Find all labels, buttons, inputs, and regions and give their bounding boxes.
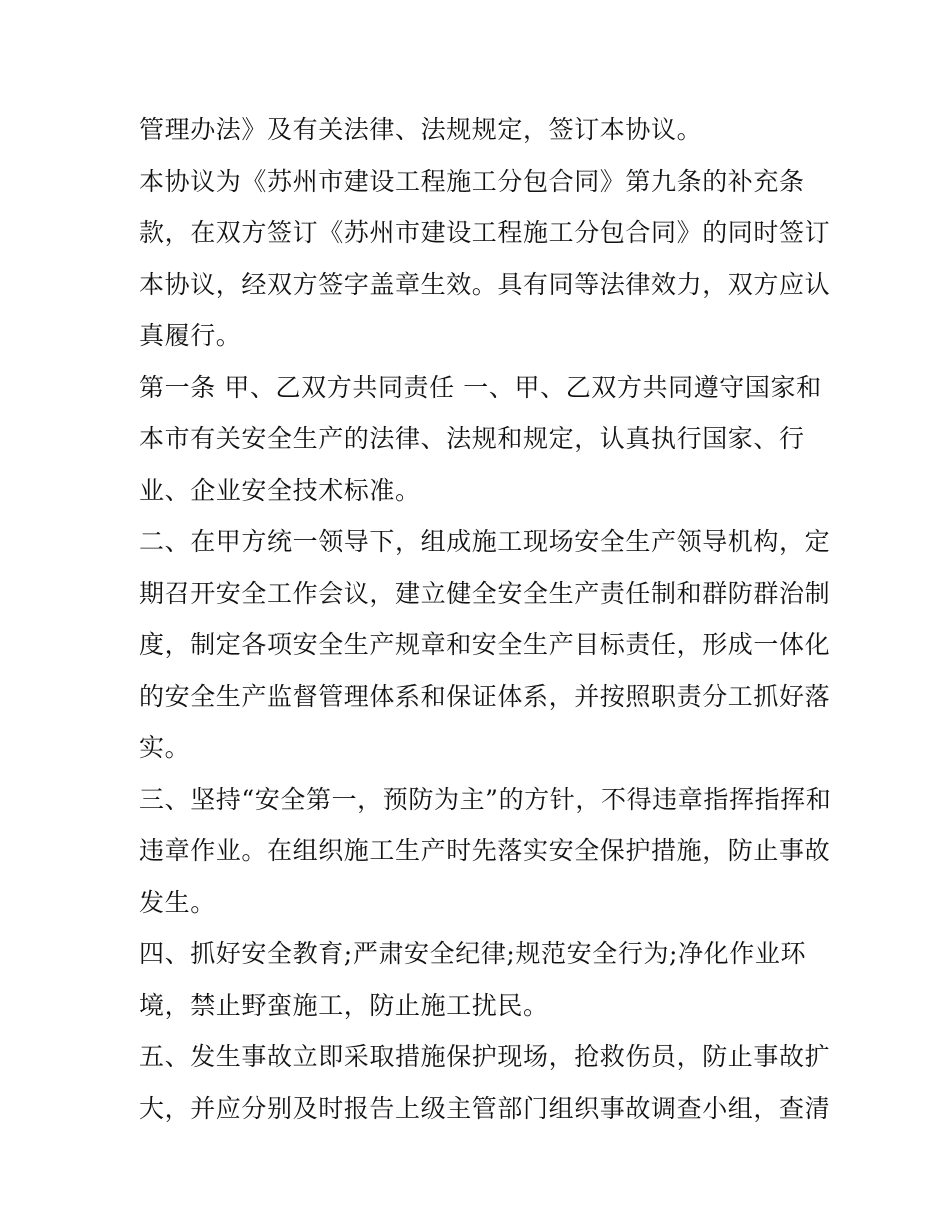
document-body xyxy=(139,104,832,1134)
text-line: 度，制定各项安全生产规章和安全生产目标责任，形成一体化 xyxy=(139,630,831,659)
text-line: 四、抓好安全教育;严肃安全纪律;规范安全行为;净化作业环 xyxy=(139,939,807,968)
text-line: 本协议为《苏州市建设工程施工分包合同》第九条的补充条 xyxy=(139,166,805,196)
text-line: 业、企业安全技术标准。 xyxy=(139,475,421,505)
text-line: 大，并应分别及时报告上级主管部门组织事故调查小组，查清 xyxy=(139,1093,831,1123)
text-line: 三、坚持“安全第一，预防为主”的方针，不得违章指挥指挥和 xyxy=(139,784,832,814)
text-line: 境，禁止野蛮施工，防止施工扰民。 xyxy=(139,990,549,1020)
text-line: 管理办法》及有关法律、法规规定，签订本协议。 xyxy=(139,115,703,144)
text-line: 期召开安全工作会议，建立健全安全生产责任制和群防群治制 xyxy=(139,578,831,608)
text-line: 第一条 甲、乙双方共同责任 一、甲、乙双方共同遵守国家和 xyxy=(139,372,822,402)
text-line: 五、发生事故立即采取措施保护现场，抢救伤员，防止事故扩 xyxy=(139,1042,831,1071)
text-line: 真履行。 xyxy=(139,321,242,350)
text-line: 本协议，经双方签字盖章生效。具有同等法律效力，双方应认 xyxy=(139,269,831,299)
text-line: 的安全生产监督管理体系和保证体系，并按照职责分工抓好落 xyxy=(139,681,831,711)
text-line: 实。 xyxy=(139,733,191,762)
text-line: 发生。 xyxy=(139,887,216,917)
text-line: 二、在甲方统一领导下，组成施工现场安全生产领导机构，定 xyxy=(139,527,831,556)
text-line: 违章作业。在组织施工生产时先落实安全保护措施，防止事故 xyxy=(139,836,831,865)
text-line: 本市有关安全生产的法律、法规和规定，认真执行国家、行 xyxy=(139,424,805,453)
text-line: 款，在双方签订《苏州市建设工程施工分包合同》的同时签订 xyxy=(139,218,831,247)
